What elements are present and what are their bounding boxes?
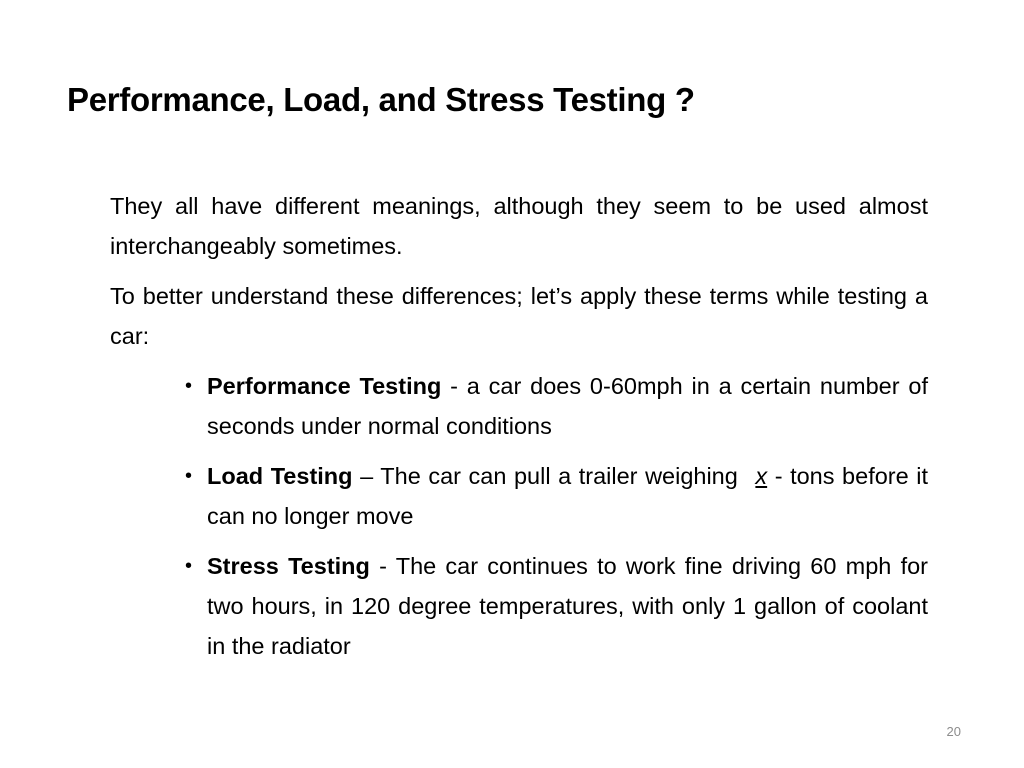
term-stress-testing: Stress Testing xyxy=(207,553,370,579)
bullet-stress-testing xyxy=(185,546,928,666)
page-number: 20 xyxy=(946,724,961,739)
term-load-testing: Load Testing xyxy=(207,463,353,489)
performance-testing-description: - a car does 0-60mph in a certain number of seconds under normal conditions xyxy=(207,373,928,439)
term-performance-testing: Performance Testing xyxy=(207,373,442,399)
context-paragraph: To better understand these differences; let’s apply these terms while testing a car: xyxy=(110,283,928,349)
slide-body xyxy=(110,186,928,676)
variable-x: x xyxy=(755,463,768,489)
load-testing-description-end: - tons before it can no longer move xyxy=(207,463,928,529)
bullet-performance-testing xyxy=(185,366,928,446)
bullet-load-testing xyxy=(185,456,928,536)
intro-paragraph: They all have different meanings, although they seem to be used almost interchangeably sometimes. xyxy=(110,193,928,259)
stress-testing-description: - The car continues to work fine driving 60 mph for two hours, in 120 degree temperatures, with only 1 gallon of coolant in the radiator xyxy=(207,553,928,659)
bullet-icon: • xyxy=(185,465,193,487)
bullet-icon: • xyxy=(185,555,193,577)
bullet-icon: • xyxy=(185,375,193,397)
slide-title: Performance, Load, and Stress Testing ? xyxy=(67,81,695,118)
load-testing-description-start: – The car can pull a trailer weighing xyxy=(352,463,746,489)
testing-types-list xyxy=(110,366,928,666)
